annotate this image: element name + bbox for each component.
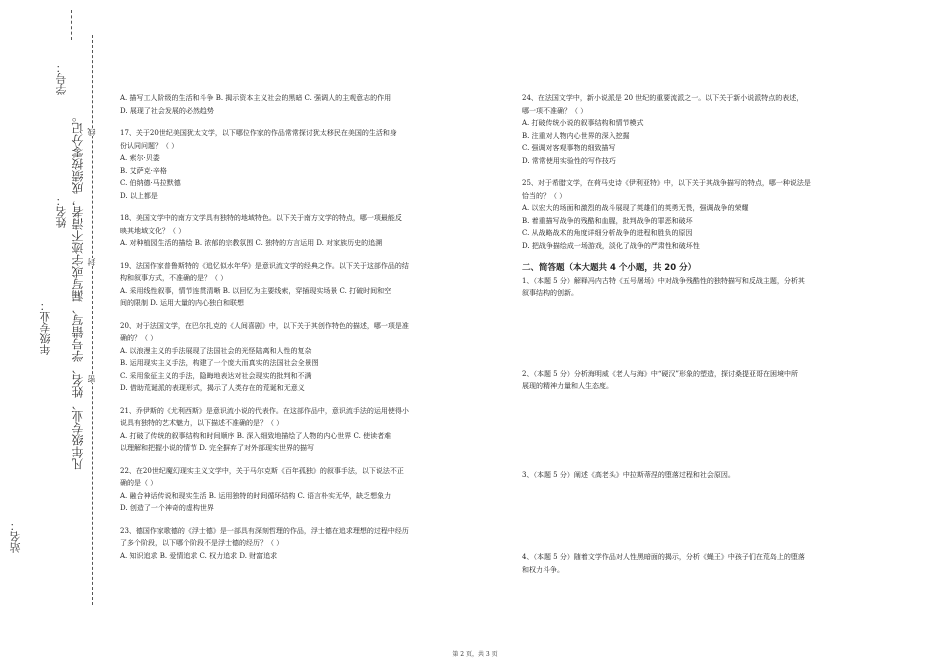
text-line: 3、（本题 5 分）阐述《高老头》中拉斯蒂涅的堕落过程和社会原因。 [522, 470, 735, 479]
text-line: 恰当的？（ ） [522, 191, 567, 200]
seal-line [92, 35, 93, 605]
text-line: D. 创造了一个神奇的虚构世界 [120, 504, 214, 512]
text-line: B. 艾萨克·辛格 [120, 166, 167, 175]
text-line: B. 运用现实主义手法，构建了一个庞大而真实的法国社会全景图 [120, 359, 319, 367]
text-line: A. 以浪漫主义的手法展现了法国社会的光怪陆离和人性的复杂 [120, 346, 312, 355]
seal-char-2: 封 [87, 258, 96, 266]
notice-line: 凡年级专业、姓名、学号错写、漏写或字迹不清者，成绩按零分记。 [71, 110, 85, 470]
left-column [120, 92, 480, 562]
text-line: B. 着重描写战争的残酷和血腥，批判战争的罪恶和破坏 [522, 216, 693, 225]
short-answer-2 [522, 368, 882, 393]
text-line: A. 对种植园生活的描绘 B. 浓郁的宗教氛围 C. 独特的方言运用 D. 对家族历史的追溯 [120, 239, 383, 247]
text-line: C. 伯纳德·马拉默德 [120, 179, 181, 187]
text-line: B. 注重对人物内心世界的深入挖掘 [522, 131, 630, 140]
text-line: C. 强调对客观事物的细致描写 [522, 144, 616, 152]
text-line: 4、（本题 5 分）随着文学作品对人性黑暗面的揭示，分析《蝇王》中孩子们在荒岛上的堕落 [522, 553, 805, 561]
text-line: 17、关于20世纪美国犹太文学，以下哪位作家的作品常常探讨犹太移民在美国的生活和身 [120, 129, 397, 137]
student-id-label: 学号： [55, 62, 68, 95]
text-line: A. 索尔·贝娄 [120, 154, 160, 162]
seal-char-1: 线 [87, 128, 96, 136]
text-line: 映其地域文化？（ ） [120, 226, 186, 235]
short-answer-1 [522, 275, 882, 300]
text-line: D. 把战争描绘成一场游戏，淡化了战争的严肃性和破坏性 [522, 241, 700, 250]
question-24 [522, 92, 882, 167]
text-line: 25、对于希腊文学，在荷马史诗《伊利亚特》中，以下关于其战争描写的特点，哪一种说法是 [522, 179, 811, 187]
question-23 [120, 525, 480, 563]
text-line: A. 融合神话传说和现实生活 B. 运用独特的时间循环结构 C. 语言朴实无华，缺乏想象力 [120, 491, 392, 500]
short-answer-4 [522, 551, 882, 576]
text-line: 说具有独特的艺术魅力，以下描述不准确的是？（ ） [120, 419, 284, 427]
text-line: 确的是（ ） [120, 479, 158, 487]
text-line: C. 从战略战术的角度详细分析战争的进程和胜负的原因 [522, 229, 693, 237]
question-18 [120, 212, 480, 250]
school-label: 站名： [9, 520, 22, 553]
text-line: D. 以上都是 [120, 191, 158, 200]
text-line: 和权力斗争。 [522, 565, 564, 574]
text-line: 哪一项不准确？（ ） [522, 106, 588, 115]
question-21 [120, 405, 480, 455]
text-line: 展现的精神力量和人生态度。 [522, 382, 613, 390]
text-line: 份认同问题？（ ） [120, 141, 179, 150]
text-line: 24、在法国文学中，新小说派是 20 世纪的重要流派之一。以下关于新小说派特点的表述， [522, 94, 804, 102]
question-block [120, 92, 480, 117]
text-line: 20、对于法国文学，在巴尔扎克的《人间喜剧》中，以下关于其创作特色的描述，哪一项是准 [120, 321, 409, 330]
question-20 [120, 320, 480, 395]
text-line: A. 描写工人阶级的生活和斗争 B. 揭示资本主义社会的黑暗 C. 强调人的主观意志的作用 [120, 94, 392, 102]
name-label: 姓名： [55, 195, 68, 228]
question-19 [120, 260, 480, 310]
text-line: 1、（本题 5 分）解释冯内古特《五号屠场》中对战争残酷性的独特描写和反战主题，分析其 [522, 276, 805, 285]
text-line: A. 知识追求 B. 爱情追求 C. 权力追求 D. 财富追求 [120, 551, 278, 560]
text-line: 19、法国作家普鲁斯特的《追忆似水年华》是意识流文学的经典之作。以下关于这部作品的结 [120, 261, 409, 270]
text-line: A. 以宏大的场面和激烈的战斗展现了英雄们的英勇无畏，强调战争的荣耀 [522, 204, 749, 212]
text-line: A. 打破传统小说的叙事结构和情节模式 [522, 119, 644, 127]
text-line: 2、（本题 5 分）分析海明威《老人与海》中“硬汉”形象的塑造，探讨桑提亚哥在困境中所 [522, 369, 799, 378]
question-22 [120, 465, 480, 515]
text-line: D. 展现了社会发展的必然趋势 [120, 106, 214, 115]
section-title: 二、简答题（本大题共 4 个小题，共 20 分） [522, 263, 697, 273]
major-label: 年级专业： [39, 300, 52, 355]
text-line: C. 采用象征主义的手法，隐晦地表达对社会现实的批判和不满 [120, 371, 312, 380]
page-footer: 第 2 页，共 3 页 [452, 651, 498, 658]
text-line: 确的？（ ） [120, 334, 158, 342]
text-line: 构和叙事方式，不准确的是？（ ） [120, 274, 228, 282]
text-line: 叙事结构的创新。 [522, 289, 578, 297]
text-line: D. 常常使用实验性的写作技巧 [522, 156, 616, 165]
short-answer-3 [522, 469, 882, 482]
question-17 [120, 127, 480, 202]
text-line: 22、在20世纪魔幻现实主义文学中，关于马尔克斯《百年孤独》的叙事手法，以下说法不正 [120, 466, 404, 475]
top-rule [71, 10, 72, 40]
right-column [522, 92, 882, 576]
text-line: 了多个阶段，以下哪个阶段不是浮士德的经历？（ ） [120, 539, 284, 547]
text-line: D. 借助荒诞派的表现形式，揭示了人类存在的荒诞和无意义 [120, 384, 305, 392]
text-line: 18、美国文学中的南方文学具有独特的地域特色。以下关于南方文学的特点，哪一项最能反 [120, 214, 402, 222]
text-line: 21、乔伊斯的《尤利西斯》是意识流小说的代表作。在这部作品中，意识流手法的运用使得小 [120, 406, 409, 415]
text-line: 23、德国作家歌德的《浮士德》是一部具有深刻哲理的作品，浮士德在追求理想的过程中经历 [120, 526, 409, 535]
text-line: A. 打破了传统的叙事结构和时间顺序 B. 深入细致地描绘了人物的内心世界 C. 使读者难 [120, 431, 392, 440]
text-line: 以理解和把握小说的情节 D. 完全摒弃了对外部现实世界的描写 [120, 444, 315, 452]
question-25 [522, 177, 882, 252]
seal-char-3: 密 [87, 375, 96, 383]
text-line: 间的限制 D. 运用大量的内心独白和联想 [120, 299, 245, 307]
text-line: A. 采用线性叙事，情节连贯清晰 B. 以回忆为主要线索，穿插现实场景 C. 打破时间和空 [120, 286, 392, 295]
